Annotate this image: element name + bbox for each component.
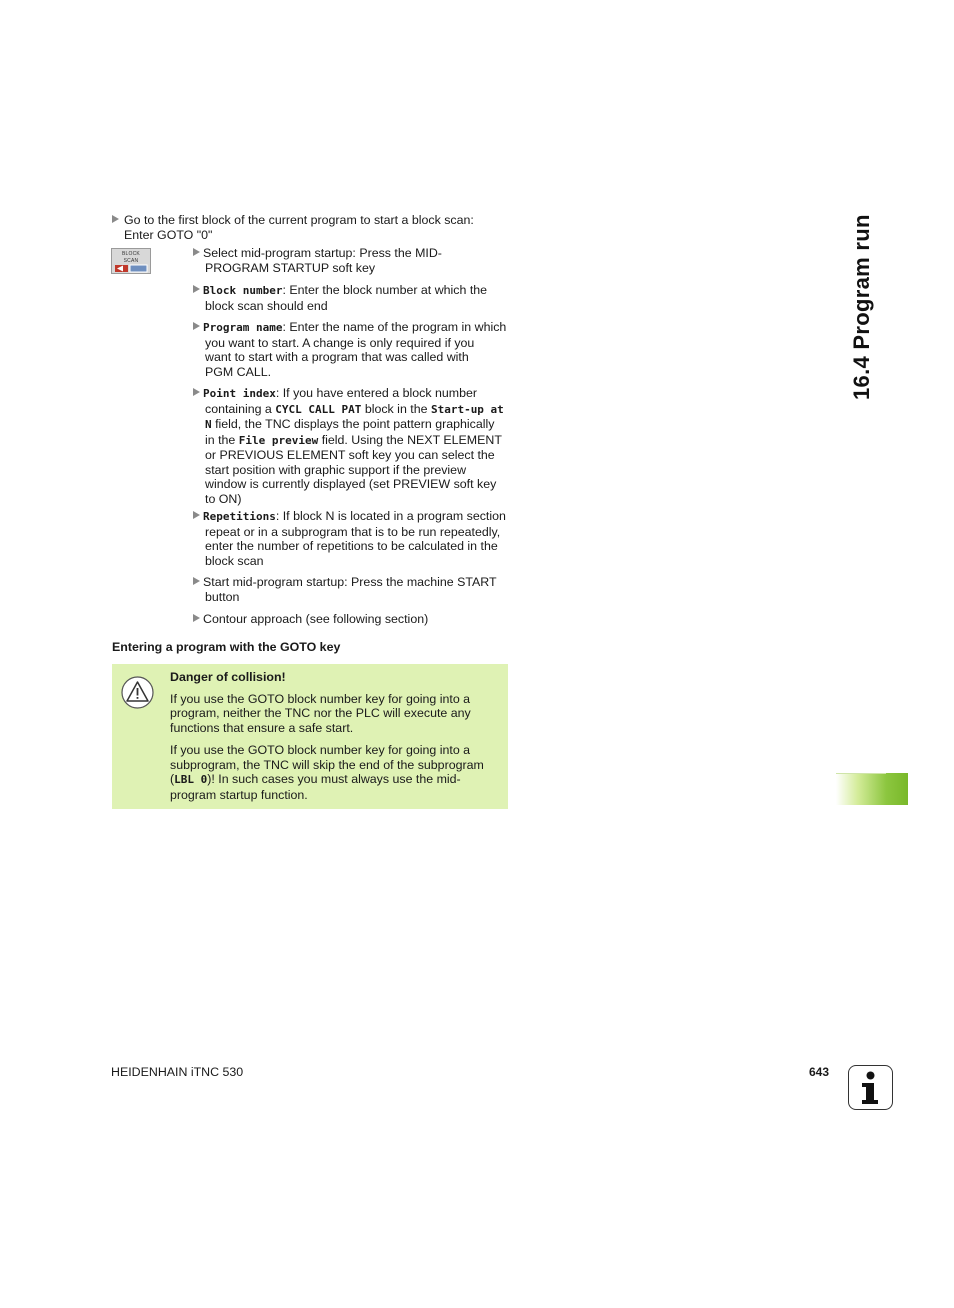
- step-text: field. Using the NEXT ELEMENT: [318, 432, 502, 447]
- page-number: 643: [809, 1065, 830, 1079]
- step-text-line: block scan should end: [205, 298, 328, 313]
- warning-text-line: If you use the GOTO block number key for going into a: [170, 743, 471, 757]
- step-text-line: window is currently displayed (set PREVIEW soft key: [205, 477, 497, 491]
- softkey-label: SCAN: [123, 258, 139, 264]
- warning-title: Danger of collision!: [170, 670, 286, 684]
- code-term: Repetitions: [203, 510, 276, 523]
- warning-text: )! In such cases you must always use the mid-: [207, 772, 461, 786]
- step-text-line: Start mid-program startup: Press the machine START: [203, 575, 497, 589]
- bullet-arrow-icon: [193, 285, 200, 293]
- info-glyph-icon: [849, 1066, 891, 1108]
- warning-content: [170, 670, 505, 802]
- warning-paragraph: [170, 743, 505, 802]
- bullet-arrow-icon: [193, 577, 200, 585]
- step-text-line: Enter GOTO "0": [124, 227, 213, 242]
- warning-triangle-icon: [121, 676, 154, 709]
- step-text-line: to ON): [205, 491, 242, 506]
- step-goto-first: [124, 213, 514, 242]
- code-term: File preview: [238, 433, 319, 447]
- softkey-label: BLOCK: [122, 251, 140, 257]
- step-text-line: block scan: [205, 553, 264, 568]
- step-select: [203, 246, 513, 275]
- bullet-arrow-icon: [193, 248, 200, 256]
- step-text: : If you have entered a block number: [275, 386, 477, 400]
- step-text: : Enter the block number at which the: [282, 283, 488, 297]
- step-text-line: PGM CALL.: [205, 364, 272, 379]
- step-start: [203, 575, 513, 604]
- step-text-line: enter the number of repetitions to be calculated in the: [205, 539, 498, 553]
- warning-text: (: [170, 772, 175, 786]
- step-program-name: [203, 320, 513, 379]
- step-text-line: repeat or in a subprogram that is to be run repeatedly,: [205, 524, 501, 539]
- step-text-line: or PREVIOUS ELEMENT soft key you can select the: [205, 448, 495, 462]
- info-icon: [848, 1065, 893, 1110]
- bullet-arrow-icon: [193, 511, 200, 519]
- bullet-arrow-icon: [193, 614, 200, 622]
- code-term: Point index: [203, 387, 276, 400]
- step-text-line: Go to the first block of the current program to start a block scan:: [124, 213, 474, 227]
- step-point-index: [203, 386, 513, 506]
- block-scan-softkey-icon: [111, 248, 151, 274]
- code-term: Program name: [203, 321, 283, 334]
- step-text: block in the: [361, 401, 431, 416]
- step-text-line: want to start with a program that was called with: [205, 350, 469, 364]
- step-block-number: [203, 283, 513, 313]
- step-text-line: PROGRAM STARTUP soft key: [205, 260, 376, 275]
- step-text: field, the TNC displays the point pattern graphically: [211, 417, 495, 431]
- warning-text-line: If you use the GOTO block number key for going into a: [170, 691, 471, 706]
- warning-text-line: program, neither the TNC nor the PLC will execute any: [170, 706, 471, 720]
- step-repetitions: [203, 509, 513, 568]
- step-text: in the: [205, 432, 239, 447]
- code-term: CYCL CALL PAT: [275, 402, 362, 416]
- step-text-line: Select mid-program startup: Press the MID-: [203, 246, 442, 260]
- code-term: Block number: [203, 284, 283, 297]
- chapter-tab-line: [836, 773, 886, 774]
- warning-text-line: subprogram, the TNC will skip the end of the subprogram: [170, 757, 484, 772]
- step-text-line: start position with graphic support if the preview: [205, 462, 467, 477]
- step-text: : Enter the name of the program in which: [282, 320, 507, 334]
- step-text-line: you want to start. A change is only required if you: [205, 335, 475, 350]
- bullet-arrow-icon: [193, 322, 200, 330]
- code-term: Start-up at: [430, 402, 504, 416]
- bullet-arrow-icon: [193, 388, 200, 396]
- footer-product: HEIDENHAIN iTNC 530: [111, 1065, 244, 1079]
- code-term: LBL 0: [174, 773, 208, 786]
- warning-text-line: program startup function.: [170, 787, 308, 802]
- step-text: : If block N is located in a program section: [275, 509, 506, 523]
- softkey-arrow-icon: [115, 264, 149, 273]
- chapter-tab-marker: [836, 773, 908, 805]
- chapter-side-title: 16.4 Program run: [849, 214, 874, 400]
- section-heading: Entering a program with the GOTO key: [112, 640, 341, 654]
- bullet-arrow-icon: [112, 215, 119, 223]
- warning-paragraph: [170, 692, 505, 736]
- step-text: containing a: [205, 401, 276, 416]
- step-text-line: button: [205, 589, 240, 604]
- code-term: N: [205, 418, 212, 431]
- warning-text-line: functions that ensure a safe start.: [170, 720, 354, 735]
- step-contour: Contour approach (see following section): [203, 612, 429, 626]
